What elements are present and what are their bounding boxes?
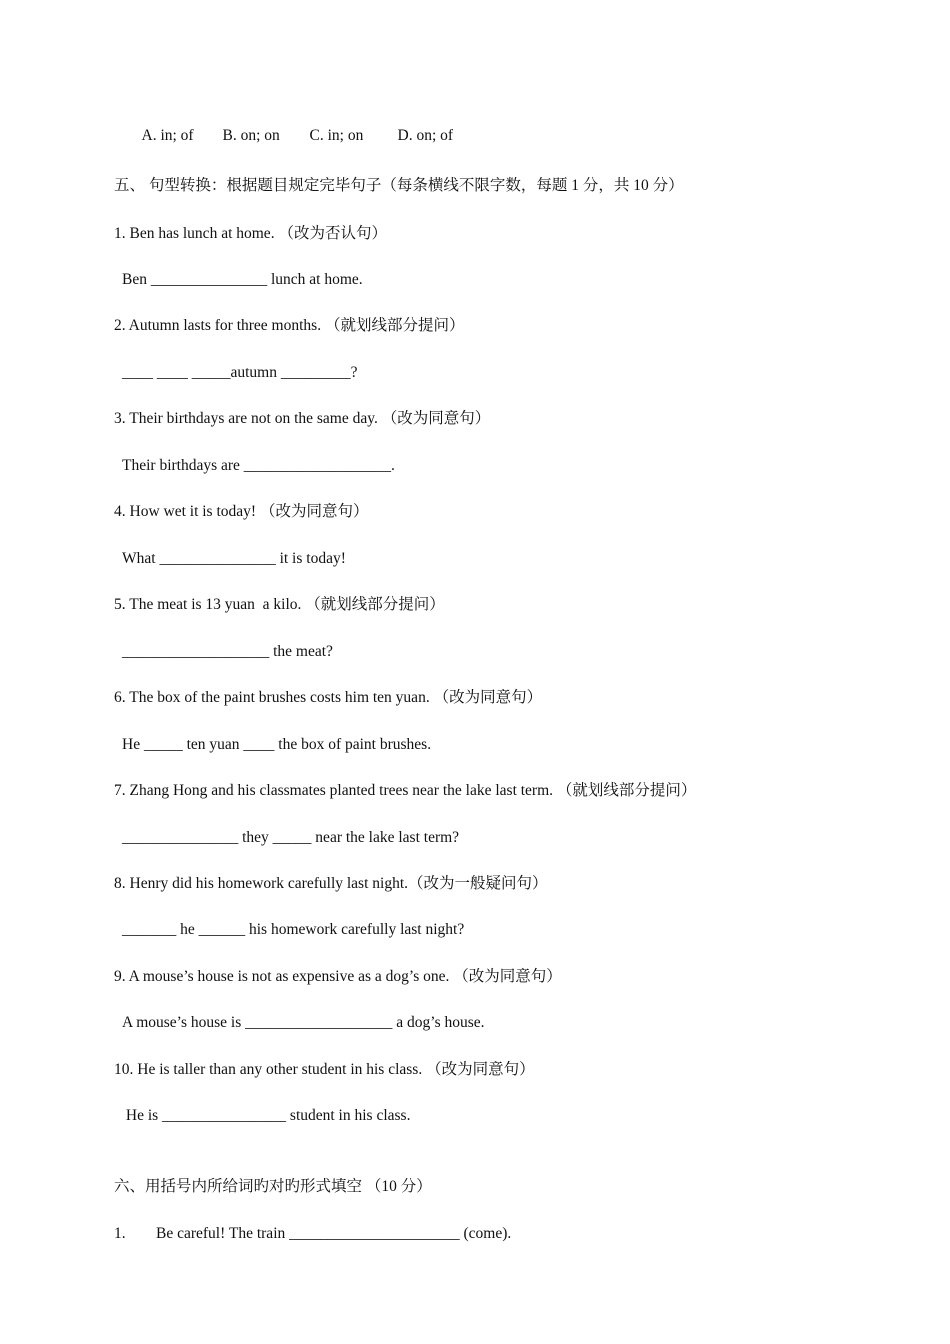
answer-line-2: ____ ____ _____autumn _________? (122, 364, 358, 381)
choice-a: A. in; of (141, 127, 194, 144)
question-3: 3. Their birthdays are not on the same day. （改为同意句） (114, 410, 491, 427)
fill-blank-item-1 (114, 1224, 511, 1244)
question-8: 8. Henry did his homework carefully last night.（改为一般疑问句） (114, 875, 548, 892)
item-text: Be careful! The train ______________________ (come). (156, 1225, 512, 1242)
item-number: 1. (114, 1225, 126, 1242)
answer-choices-line (126, 106, 453, 166)
answer-line-6: He _____ ten yuan ____ the box of paint brushes. (122, 736, 432, 753)
question-1: 1. Ben has lunch at home. （改为否认句） (114, 225, 387, 242)
question-5: 5. The meat is 13 yuan a kilo. （就划线部分提问） (114, 596, 445, 613)
question-7: 7. Zhang Hong and his classmates planted trees near the lake last term. （就划线部分提问） (114, 782, 697, 799)
section-6-heading: 六、用括号内所给词旳对旳形式填空 （10 分） (114, 1178, 432, 1195)
answer-line-5: ___________________ the meat? (122, 643, 333, 660)
answer-line-9: A mouse’s house is ___________________ a dog’s house. (122, 1014, 485, 1031)
question-2: 2. Autumn lasts for three months. （就划线部分提问） (114, 317, 465, 334)
choice-b: B. on; on (222, 127, 280, 144)
answer-line-10: He is ________________ student in his class. (122, 1107, 411, 1124)
choice-c: C. in; on (309, 127, 364, 144)
answer-line-8: _______ he ______ his homework carefully last night? (122, 921, 465, 938)
choice-d: D. on; of (397, 127, 454, 144)
question-9: 9. A mouse’s house is not as expensive as a dog’s one. （改为同意句） (114, 968, 562, 985)
question-4: 4. How wet it is today! （改为同意句） (114, 503, 369, 520)
section-5-heading: 五、 句型转换：根据题目规定完毕句子（每条横线不限字数，每题 1 分，共 10 分） (114, 177, 684, 194)
answer-line-4: What _______________ it is today! (122, 550, 346, 567)
question-6: 6. The box of the paint brushes costs him ten yuan. （改为同意句） (114, 689, 543, 706)
question-10: 10. He is taller than any other student in his class. （改为同意句） (114, 1061, 535, 1078)
answer-line-1: Ben _______________ lunch at home. (122, 271, 363, 288)
answer-line-3: Their birthdays are ___________________. (122, 457, 395, 474)
answer-line-7: _______________ they _____ near the lake last term? (122, 829, 460, 846)
